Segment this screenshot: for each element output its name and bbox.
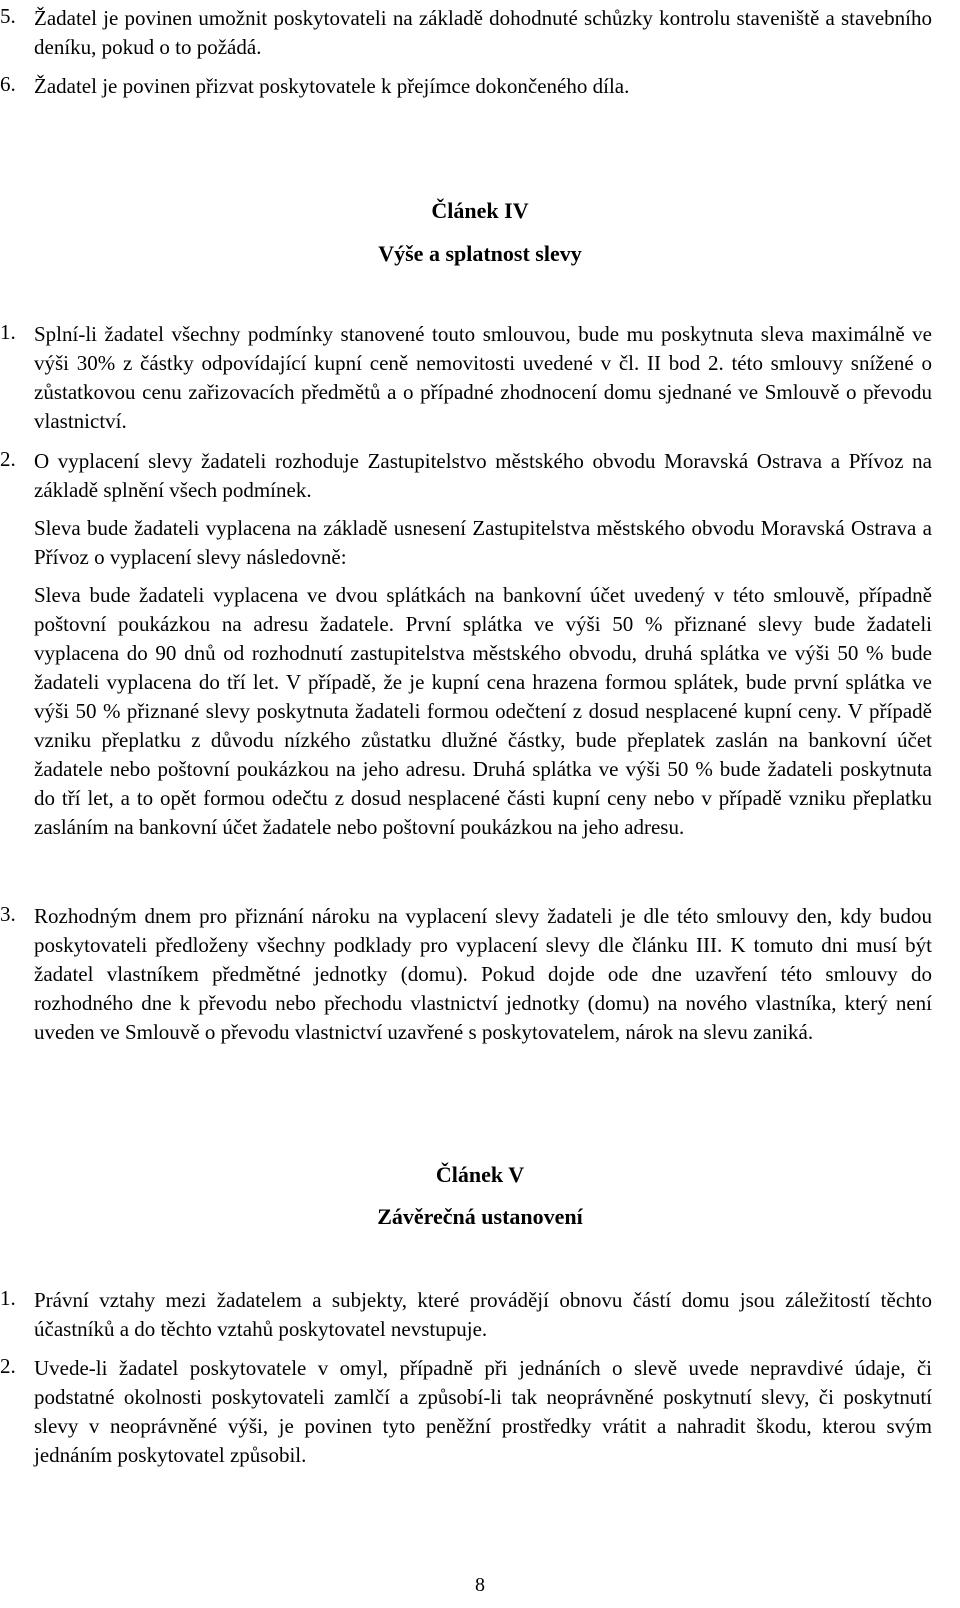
item-text: Právní vztahy mezi žadatelem a subjekty, které provádějí obnovu částí domu jsou záležitostí těchto účastníků a do těchto vztahů poskytovatel nevstupuje. bbox=[34, 1288, 932, 1341]
item-text: Uvede-li žadatel poskytovatele v omyl, případně při jednáních o slevě uvede nepravdivé údaje, či podstatné okolnosti poskytovateli zamlčí a způsobí-li tak neoprávněné poskytnutí slevy, či poskytnutí slevy v neoprávněné výši, je povinen tyto peněžní prostředky vrátit a nahradit škodu, kterou svým jednáním poskytovatel způsobil. bbox=[34, 1356, 932, 1467]
item-text: Splní-li žadatel všechny podmínky stanovené touto smlouvou, bude mu poskytnuta sleva maximálně ve výši 30% z částky odpovídající kupní ceně nemovitosti uvedené v čl. II bod 2. této smlouvy snížené o zůstatkovou cenu zařizovacích předmětů a o případné zhodnocení domu sjednané ve Smlouvě o převodu vlastnictví. bbox=[34, 322, 932, 433]
item-number: 3. bbox=[0, 902, 16, 926]
item-text bbox=[34, 447, 932, 842]
item-text: Rozhodným dnem pro přiznání nároku na vyplacení slevy žadateli je dle této smlouvy den, kdy budou poskytovateli předloženy všechny podklady pro vyplacení slevy dle článku III. K tomuto dni musí být žadatel vlastníkem předmětné jednotky (domu). Pokud dojde ode dne uzavření této smlouvy do rozhodného dne k převodu nebo přechodu vlastnictví jednotky (domu) na nového vlastníka, který není uveden ve Smlouvě o převodu vlastnictví uzavřené s poskytovatelem, nárok na slevu zaniká. bbox=[34, 904, 932, 1044]
page-number: 8 bbox=[475, 1574, 485, 1596]
item-number: 1. bbox=[0, 1286, 16, 1310]
item-text: Žadatel je povinen umožnit poskytovateli na základě dohodnuté schůzky kontrolu staveniště a stavebního deníku, pokud o to požádá. bbox=[34, 6, 932, 59]
item-number: 2. bbox=[0, 1354, 16, 1378]
paragraph: O vyplacení slevy žadateli rozhoduje Zastupitelstvo městského obvodu Moravská Ostrava a Přívoz na základě splnění všech podmínek. bbox=[34, 449, 932, 502]
article-5-heading: Článek V bbox=[435, 1162, 525, 1187]
item-text: Žadatel je povinen přizvat poskytovatele k přejímce dokončeného díla. bbox=[34, 74, 630, 98]
item-number: 5. bbox=[0, 4, 16, 28]
paragraph: Sleva bude žadateli vyplacena ve dvou splátkách na bankovní účet uvedený v této smlouvě, případně poštovní poukázkou na adresu žadatele. První splátka ve výši 50 % přiznané slevy bude žadateli vyplacena do 90 dnů od rozhodnutí zastupitelstva městského obvodu, druhá splátka ve výši 50 % bude žadateli vyplacena do tří let. V případě, že je kupní cena hrazena formou splátek, bude první splátka ve výši 50 % přiznané slevy poskytnuta žadateli formou odečtení z dosud nesplacené kupní ceny. V případě vzniku přeplatku z důvodu nízkého zůstatku dlužné částky, bude přeplatek zaslán na bankovní účet žadatele nebo poštovní poukázkou na jeho adresu. Druhá splátka ve výši 50 % bude žadateli poskytnuta do tří let, a to opět formou odečtu z dosud nesplacené části kupní ceny nebo v případě vzniku přeplatku zasláním na bankovní účet žadatele nebo poštovní poukázkou na jeho adresu. bbox=[34, 583, 932, 839]
article-4-heading: Článek IV bbox=[431, 198, 529, 223]
article-5-subheading: Závěrečná ustanovení bbox=[377, 1204, 583, 1229]
item-number: 1. bbox=[0, 320, 16, 344]
paragraph: Sleva bude žadateli vyplacena na základě usnesení Zastupitelstva městského obvodu Moravská Ostrava a Přívoz o vyplacení slevy následovně: bbox=[34, 516, 932, 569]
item-number: 6. bbox=[0, 72, 16, 96]
item-number: 2. bbox=[0, 447, 16, 471]
article-4-subheading: Výše a splatnost slevy bbox=[378, 241, 582, 266]
